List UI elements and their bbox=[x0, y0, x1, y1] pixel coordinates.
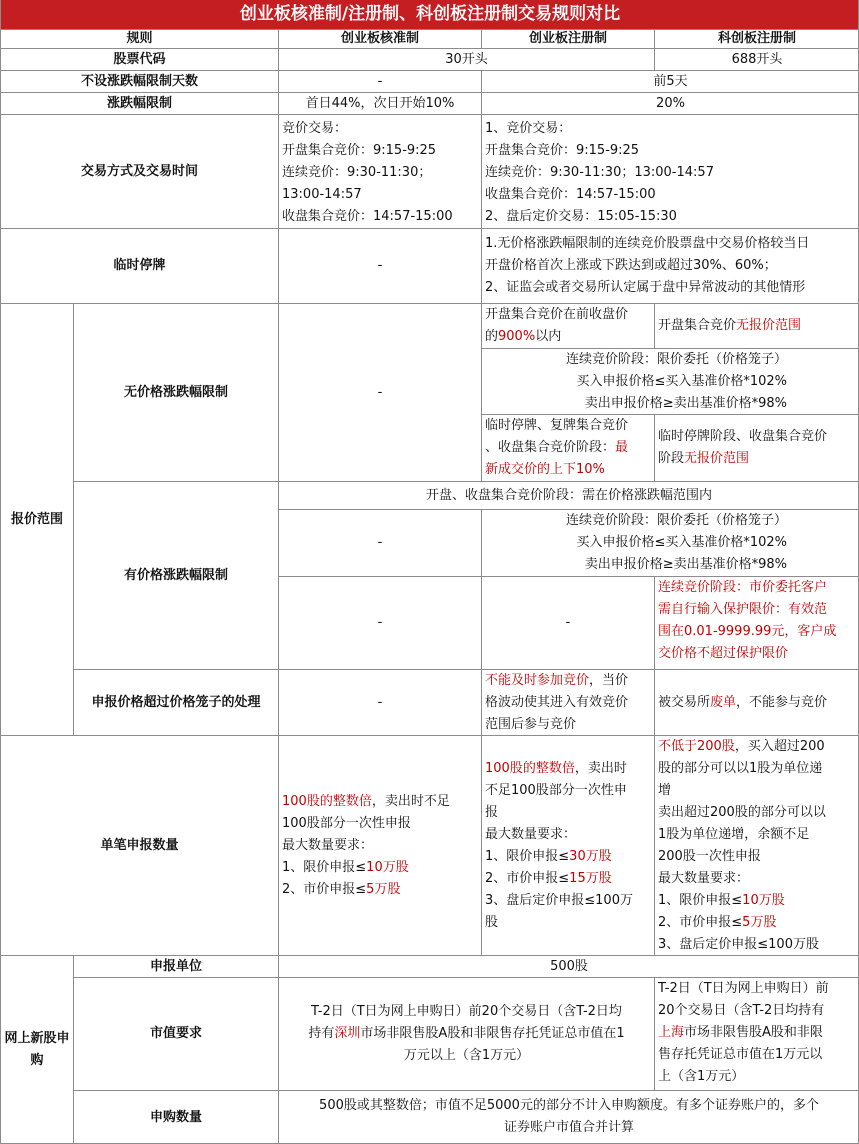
text-fragment: 的 bbox=[485, 329, 499, 344]
text-fragment: 2、市价申报≤ bbox=[658, 915, 743, 930]
text-block bbox=[485, 758, 633, 934]
text-line: 连续竞价阶段：限价委托（价格笼子） bbox=[565, 352, 787, 367]
ipo-unit-label: 申报单位 bbox=[73, 955, 278, 977]
text-line bbox=[485, 670, 652, 692]
ipo-qty-value bbox=[278, 1090, 859, 1144]
text-line bbox=[282, 857, 450, 879]
text-fragment: ，卖出时不足 bbox=[371, 793, 450, 809]
with-limit-cyb-registration-market: - bbox=[481, 576, 654, 669]
highlight-text: 不能及时参加竞价 bbox=[485, 673, 590, 688]
highlight-text: 围在0.01-9999.99元，客户成 bbox=[658, 624, 837, 639]
text-line bbox=[485, 758, 633, 780]
text-fragment: 2、市价申报≤ bbox=[282, 881, 367, 897]
text-line: 证券账户市值合并计算 bbox=[503, 1120, 634, 1135]
header-kcb-registration: 科创板注册制 bbox=[654, 29, 859, 48]
text-line: 卖出申报价格≥卖出基准价格*98% bbox=[584, 396, 787, 411]
text-line: 100股部分一次性申报 bbox=[282, 815, 411, 831]
text-line bbox=[658, 1022, 857, 1044]
halt-registration bbox=[481, 228, 859, 303]
with-limit-cyb-approval-cont: - bbox=[278, 509, 481, 576]
text-line bbox=[308, 1023, 624, 1045]
text-line: 卖出申报价格≥卖出基准价格*98% bbox=[584, 557, 787, 572]
no-limit-days-cyb-approval: - bbox=[278, 70, 481, 92]
text-line: 不足100股部分一次性申 bbox=[485, 782, 627, 798]
text-line: 最大数量要求： bbox=[485, 826, 577, 842]
halt-line: 2、证监会或者交易所认定属于盘中异常波动的其他情形 bbox=[485, 280, 806, 295]
trading-line: 收盘集合竞价：14:57-15:00 bbox=[282, 209, 453, 224]
text-fragment: ，卖出时 bbox=[574, 760, 627, 776]
text-line: 临时停牌阶段、收盘集合竞价 bbox=[658, 429, 828, 444]
with-limit-label: 有价格涨跌幅限制 bbox=[73, 481, 278, 669]
no-limit-continuous bbox=[481, 348, 859, 414]
text-line: 格波动使其进入有效竞价 bbox=[485, 695, 629, 710]
text-block bbox=[658, 426, 827, 470]
highlight-text: 不低于200股 bbox=[658, 739, 735, 754]
text-line: T-2日（T日为网上申购日）前 bbox=[658, 981, 829, 996]
cage-cyb-approval: - bbox=[278, 669, 481, 735]
trading-time-cyb-approval bbox=[278, 114, 481, 228]
text-fragment: 2、市价申报≤ bbox=[485, 870, 570, 886]
highlight-text: 需自行输入保护限价：有效范 bbox=[658, 602, 828, 617]
text-line bbox=[658, 912, 857, 934]
highlight-text: 100股的整数倍 bbox=[282, 793, 372, 809]
highlight-text: 100股的整数倍 bbox=[485, 760, 575, 776]
text-line bbox=[485, 846, 633, 868]
text-fragment: ，买入超过200 bbox=[734, 739, 825, 754]
halt-line: 开盘价格首次上涨或下跌达到或超过30%、60%； bbox=[485, 258, 777, 273]
trading-line: 开盘集合竞价：9:15-9:25 bbox=[282, 143, 437, 158]
text-fragment: 1、限价申报≤ bbox=[282, 859, 367, 875]
highlight-text: 10万股 bbox=[366, 859, 409, 875]
text-fragment: 持有 bbox=[308, 1026, 335, 1041]
highlight-text: 上海 bbox=[658, 1025, 685, 1040]
no-limit-days-label: 不设涨跌幅限制天数 bbox=[0, 70, 278, 92]
order-qty-cyb-approval bbox=[278, 735, 481, 955]
with-limit-continuous bbox=[481, 509, 859, 576]
with-limit-kcb-market bbox=[654, 576, 859, 669]
highlight-text: 废单 bbox=[710, 694, 737, 710]
highlight-text: 新成交价的上下10% bbox=[485, 462, 605, 477]
header-rule: 规则 bbox=[0, 29, 278, 48]
order-qty-label: 单笔申报数量 bbox=[0, 735, 278, 955]
trading-line: 连续竞价：9:30-11:30； bbox=[282, 165, 432, 180]
trading-line: 2、盘后定价交易：15:05-15:30 bbox=[485, 209, 677, 224]
header-cyb-approval: 创业板核准制 bbox=[278, 29, 481, 48]
text-line: 股 bbox=[485, 914, 499, 930]
text-line: 临时停牌、复牌集合竞价 bbox=[485, 418, 629, 433]
ipo-qty-label: 申购数量 bbox=[73, 1090, 278, 1144]
cage-label: 申报价格超过价格笼子的处理 bbox=[73, 669, 278, 735]
text-line bbox=[485, 437, 652, 459]
text-block bbox=[308, 1001, 624, 1067]
highlight-text: 30万股 bbox=[569, 848, 612, 864]
no-limit-open-kcb bbox=[654, 303, 859, 348]
text-line: 买入申报价格≤买入基准价格*102% bbox=[576, 374, 787, 389]
highlight-text: 900% bbox=[498, 329, 536, 344]
text-fragment: 市场非限售股A股和非限售存托凭证总市值在1 bbox=[360, 1026, 625, 1041]
text-fragment: 市场非限售股A股和非限 bbox=[684, 1025, 823, 1040]
text-line bbox=[485, 868, 633, 890]
text-fragment: 以内 bbox=[535, 329, 562, 344]
trading-line: 13:00-14:57 bbox=[282, 187, 362, 202]
trading-time-label: 交易方式及交易时间 bbox=[0, 114, 278, 228]
stock-code-label: 股票代码 bbox=[0, 48, 278, 70]
text-line: 售存托凭证总市值在1万元以 bbox=[658, 1047, 823, 1062]
text-fragment: 1、限价申报≤ bbox=[658, 893, 743, 908]
halt-line: 1.无价格涨跌幅限制的连续竞价股票盘中交易价格较当日 bbox=[485, 236, 810, 251]
trading-time-registration bbox=[481, 114, 859, 228]
quote-range-label: 报价范围 bbox=[0, 303, 73, 735]
text-line bbox=[282, 879, 450, 901]
text-line: T-2日（T日为网上申购日）前20个交易日（含T-2日均 bbox=[311, 1004, 622, 1019]
text-line: 股的部分可以以1股为单位递 bbox=[658, 761, 823, 776]
text-fragment: ，不能参与竞价 bbox=[736, 694, 828, 710]
text-line: 1股为单位递增，余额不足 bbox=[658, 827, 810, 842]
text-line: 3、盘后定价申报≤100万 bbox=[485, 892, 633, 908]
with-limit-open-close: 开盘、收盘集合竞价阶段：需在价格涨跌幅范围内 bbox=[278, 481, 859, 509]
text-line: 增 bbox=[658, 783, 672, 798]
text-line: 200股一次性申报 bbox=[658, 849, 761, 864]
trading-line: 竞价交易： bbox=[282, 121, 348, 136]
text-line: 3、盘后定价申报≤100万股 bbox=[658, 937, 819, 952]
no-limit-label: 无价格涨跌幅限制 bbox=[73, 303, 278, 481]
text-block bbox=[282, 791, 450, 901]
text-line bbox=[658, 315, 801, 337]
order-qty-kcb bbox=[654, 735, 859, 955]
highlight-text: 5万股 bbox=[366, 881, 401, 897]
highlight-text: 15万股 bbox=[569, 870, 612, 886]
text-line bbox=[658, 736, 857, 758]
text-line: 最大数量要求： bbox=[658, 871, 750, 886]
text-line bbox=[658, 692, 827, 714]
text-line bbox=[485, 326, 652, 348]
text-line: 20个交易日（含T-2日均持有 bbox=[658, 1003, 825, 1018]
trading-line: 收盘集合竞价：14:57-15:00 bbox=[485, 187, 656, 202]
highlight-text: 10万股 bbox=[742, 893, 785, 908]
highlight-text: 最 bbox=[615, 440, 629, 455]
price-limit-cyb-approval: 首日44%，次日开始10% bbox=[278, 92, 481, 114]
ipo-unit-value: 500股 bbox=[278, 955, 859, 977]
text-fragment: ，当价 bbox=[589, 673, 629, 688]
highlight-text: 深圳 bbox=[334, 1026, 361, 1041]
with-limit-cyb-approval-market: - bbox=[278, 576, 481, 669]
ipo-mv-kcb bbox=[654, 977, 859, 1090]
highlight-text: 无报价范围 bbox=[684, 451, 750, 466]
text-fragment: 阶段 bbox=[658, 451, 685, 466]
halt-cyb-approval: - bbox=[278, 228, 481, 303]
price-limit-label: 涨跌幅限制 bbox=[0, 92, 278, 114]
text-line: 卖出超过200股的部分可以以 bbox=[658, 805, 826, 820]
trading-line: 开盘集合竞价：9:15-9:25 bbox=[485, 143, 640, 158]
cage-cyb-registration bbox=[481, 669, 654, 735]
no-limit-open-cyb bbox=[481, 303, 654, 348]
text-line: 连续竞价阶段：限价委托（价格笼子） bbox=[565, 513, 787, 528]
table-title: 创业板核准制/注册制、科创板注册制交易规则对比 bbox=[0, 0, 859, 29]
no-limit-halt-cyb bbox=[481, 414, 654, 481]
text-line: 报 bbox=[485, 804, 499, 820]
stock-code-kcb: 688开头 bbox=[654, 48, 859, 70]
highlight-text: 交价格不超过保护限价 bbox=[658, 646, 789, 661]
highlight-text: 5万股 bbox=[742, 915, 777, 930]
ipo-mv-cyb bbox=[278, 977, 654, 1090]
text-line: 万元以上（含1万元） bbox=[403, 1048, 530, 1063]
text-line: 开盘集合竞价在前收盘价 bbox=[485, 307, 629, 322]
text-fragment: 、收盘集合竞价阶段： bbox=[485, 440, 616, 455]
text-fragment: 被交易所 bbox=[658, 694, 711, 710]
no-limit-halt-kcb bbox=[654, 414, 859, 481]
text-line bbox=[282, 791, 450, 813]
text-line bbox=[658, 448, 827, 470]
trading-line: 1、竞价交易： bbox=[485, 121, 572, 136]
no-limit-days-registration: 前5天 bbox=[481, 70, 859, 92]
text-fragment: 1、限价申报≤ bbox=[485, 848, 570, 864]
halt-label: 临时停牌 bbox=[0, 228, 278, 303]
order-qty-cyb-registration bbox=[481, 735, 654, 955]
highlight-text: 无报价范围 bbox=[736, 318, 802, 333]
text-line: 上（含1万元） bbox=[658, 1069, 745, 1084]
text-line bbox=[658, 890, 857, 912]
stock-code-cyb: 30开头 bbox=[278, 48, 654, 70]
cage-kcb bbox=[654, 669, 859, 735]
header-cyb-registration: 创业板注册制 bbox=[481, 29, 654, 48]
text-line: 500股或其整数倍；市值不足5000元的部分不计入申购额度。有多个证券账户的，多个 bbox=[319, 1098, 819, 1113]
price-limit-registration: 20% bbox=[481, 92, 859, 114]
highlight-text: 连续竞价阶段：市价委托客户 bbox=[658, 580, 828, 595]
text-line: 最大数量要求： bbox=[282, 837, 374, 853]
ipo-label: 网上新股申购 bbox=[0, 955, 73, 1144]
trading-line: 连续竞价：9:30-11:30；13:00-14:57 bbox=[485, 165, 714, 180]
no-limit-cyb-approval: - bbox=[278, 303, 481, 481]
text-line: 范围后参与竞价 bbox=[485, 717, 577, 732]
ipo-mv-label: 市值要求 bbox=[73, 977, 278, 1090]
text-fragment: 开盘集合竞价 bbox=[658, 318, 737, 333]
text-line: 买入申报价格≤买入基准价格*102% bbox=[576, 535, 787, 550]
